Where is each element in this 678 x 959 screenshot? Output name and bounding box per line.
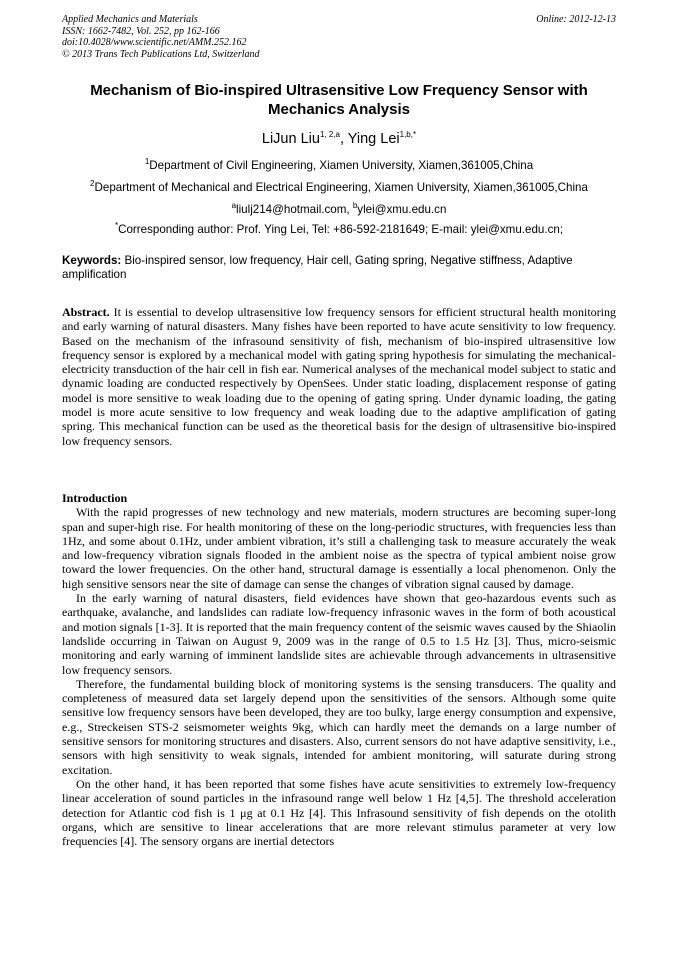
- abstract: [62, 305, 616, 448]
- paper-title: Mechanism of Bio-inspired Ultrasensitive Low Frequency Sensor with Mechanics Analysis: [90, 82, 588, 118]
- affiliation-superscript: 2: [90, 179, 95, 188]
- copyright-line: © 2013 Trans Tech Publications Ltd, Switzerland: [62, 48, 260, 60]
- online-date: Online: 2012-12-13: [536, 14, 616, 25]
- issn-line: ISSN: 1662-7482, Vol. 252, pp 162-166: [62, 25, 220, 37]
- email-superscript: b: [352, 201, 358, 210]
- affiliation-text: Department of Mechanical and Electrical Engineering, Xiamen University, Xiamen,361005,China: [94, 180, 588, 194]
- email-line: [62, 199, 616, 217]
- email-superscript: a: [231, 201, 237, 210]
- affiliation-2: [62, 177, 616, 195]
- paragraph: On the other hand, it has been reported that some fishes have acute sensitivities to extremely low-frequency linear acceleration of sound particles in the infrasound range well below 1 Hz [4,5]. The threshold acceleration detection for Atlantic cod fish is 1 μg at 0.1 Hz [4]. This Infrasound sensitivity of fish depends on the otolith organs, which are sensitive to linear accelerations that are more relevant stimulus parameter at very low frequencies [4]. The sensory organs are inertial detectors: [62, 776, 616, 849]
- author-superscript: 1,b,*: [399, 130, 417, 139]
- abstract-label: Abstract.: [62, 305, 110, 319]
- paragraph: Therefore, the fundamental building block of monitoring systems is the sensing transducers. The quality and completeness of measured data set largely depend upon the sensitivities of the sensors. Although some quite sensitive low frequency sensors have been developed, they are too bulky, large energy consumption and expensive, e.g., Streckeisen STS-2 seismometer weights 9kg, which can hardly meet the demands on a large number of sensitive sensors for monitoring structures and disasters. Also, current sensors do not have adaptive sensitivity, i.e., sensors with high sensitivity to weak signals, intended for ambient monitoring, will saturate during strong excitation.: [62, 676, 616, 777]
- author-separator: ,: [339, 130, 348, 147]
- author-superscript: 1, 2,a: [319, 130, 340, 139]
- affiliation-superscript: 1: [144, 157, 150, 166]
- corresponding-text: Corresponding author: Prof. Ying Lei, Tel: +86-592-2181649; E-mail: ylei@xmu.edu.cn;: [118, 222, 564, 236]
- introduction-section: [62, 491, 616, 848]
- keywords: [62, 254, 616, 282]
- corresponding-superscript: *: [114, 221, 119, 230]
- email-text: liulj214@hotmail.com,: [236, 202, 353, 216]
- journal-name: Applied Mechanics and Materials: [62, 14, 198, 25]
- corresponding-author: [62, 219, 616, 237]
- author-name: Ying Lei: [347, 130, 400, 147]
- affiliation-text: Department of Civil Engineering, Xiamen University, Xiamen,361005,China: [149, 158, 534, 172]
- paragraph: With the rapid progresses of new technology and new materials, modern structures are becoming super-long span and super-high rise. For health monitoring of these on the long-periodic structures, with frequencies less than 1Hz, and some about 0.1Hz, under ambient vibration, it’s still a challenging task to measure accurately the weak and low-frequency vibration signals flooded in the ambient noise as the spectra of typical ambient noise grow toward the lower frequencies. On the other hand, structural damage is essentially a local phenomenon. Only the high sensitive sensors near the site of damage can sense the changes of vibration signal caused by damage.: [62, 505, 616, 591]
- email-text: ylei@xmu.edu.cn: [357, 202, 447, 216]
- section-heading: Introduction: [62, 491, 128, 505]
- keywords-label: Keywords:: [62, 254, 122, 267]
- affiliation-1: [62, 155, 616, 173]
- author-line: [62, 126, 616, 148]
- doi-line: doi:10.4028/www.scientific.net/AMM.252.162: [62, 37, 247, 48]
- keywords-text: Bio-inspired sensor, low frequency, Hair cell, Gating spring, Negative stiffness, Adaptive amplification: [62, 254, 573, 282]
- journal-header: [62, 14, 616, 60]
- abstract-text: It is essential to develop ultrasensitive low frequency sensors for efficient structural health monitoring and early warning of natural disasters. Many fishes have been reported to have acute sensitivity to low frequency. Based on the mechanism of the infrasound sensitivity of fish, mechanism of bio-inspired ultrasensitive low frequency sensor is explored by a mechanical model with gating spring hypothesis for simulating the mechanical-electricity transduction of the hair cell in fish ear. Numerical analyses of the mechanical model subject to static and dynamic loading are conducted respectively by OpenSees. Under static loading, displacement response of gating model is more sensitive to weak loading due to the opening of gating spring. Under dynamic loading, the gating model is more acute sensitive to low frequency and weak loading due to the adaptive amplification of gating spring. This mechanical function can be used as the theoretical basis for the design of ultrasensitive bio-inspired low frequency sensors.: [62, 305, 616, 448]
- author-name: LiJun Liu: [261, 130, 320, 147]
- paragraph: In the early warning of natural disasters, field evidences have shown that geo-hazardous events such as earthquake, avalanche, and landslides can radiate low-frequency infrasonic waves in the form of both acoustical and motion signals [1-3]. It is reported that the main frequency content of the seismic waves caused by the Shiaolin landslide occurring in Taiwan on August 9, 2009 was in the range of 0.5 to 1.5 Hz [3]. Thus, micro-seismic monitoring and early warning of imminent landslide sites are achievable through advancements in ultrasensitive low frequency sensors.: [62, 591, 616, 677]
